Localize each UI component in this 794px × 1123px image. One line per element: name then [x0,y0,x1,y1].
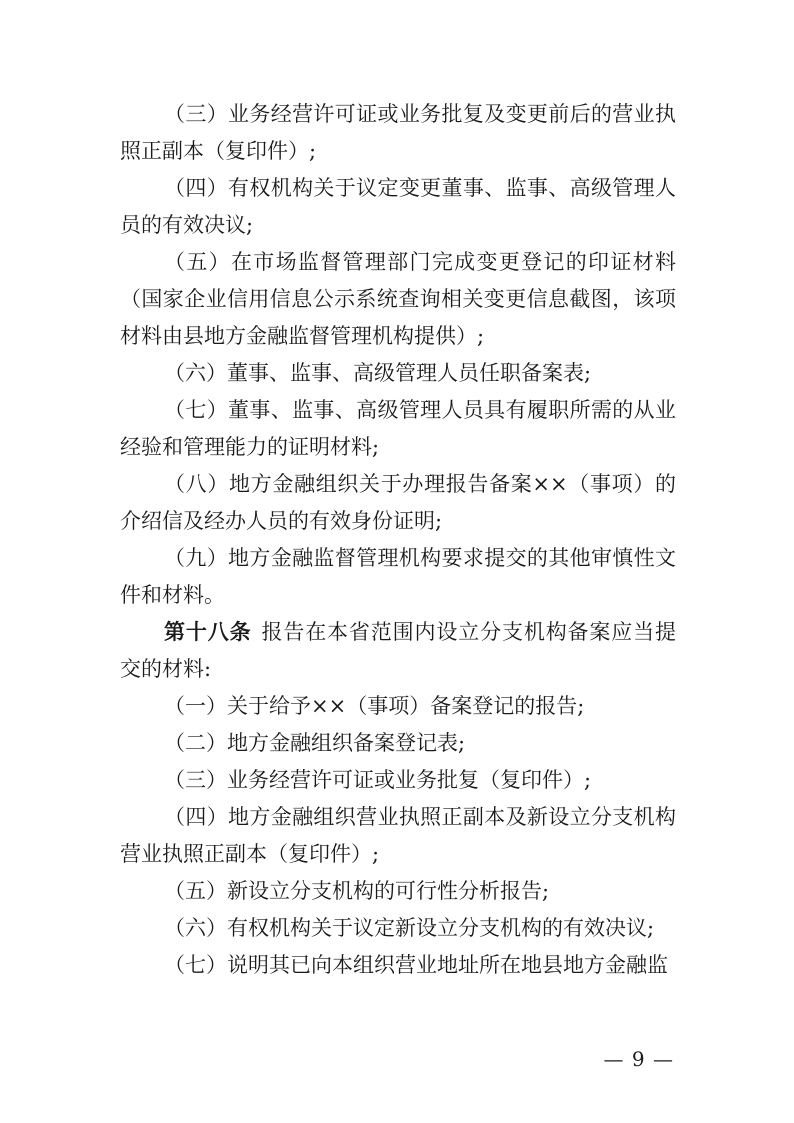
paragraph-text: （六）董事、监事、高级管理人员任职备案表; [164,361,592,385]
paragraph-text: 报告在本省范围内设立分支机构备案应当提交的材料: [120,620,677,681]
paragraph [120,392,676,466]
paragraph [120,799,676,873]
paragraph-text: （四）有权机构关于议定变更董事、监事、高级管理人员的有效决议; [120,176,676,237]
article-number: 第十八条 [164,620,252,644]
paragraph-text: （二）地方金融组织备案登记表; [164,731,466,755]
paragraph [120,910,676,947]
paragraph [120,762,676,799]
paragraph [120,244,676,355]
document-body [120,96,676,984]
paragraph-text: （三）业务经营许可证或业务批复及变更前后的营业执照正副本（复印件）; [120,102,676,163]
paragraph [120,466,676,540]
paragraph [120,170,676,244]
paragraph [120,540,676,614]
paragraph-text: （九）地方金融监督管理机构要求提交的其他审慎性文件和材料。 [120,546,676,607]
page-number: — 9 — [603,1047,674,1071]
paragraph [120,96,676,170]
paragraph-text: （一）关于给予××（事项）备案登记的报告; [164,694,585,718]
paragraph [120,947,676,984]
paragraph-text: （六）有权机构关于议定新设立分支机构的有效决议; [164,916,655,940]
paragraph-text: （五）新设立分支机构的可行性分析报告; [164,879,550,903]
paragraph-text: （七）说明其已向本组织营业地址所在地县地方金融监 [164,953,668,977]
paragraph-text: （三）业务经营许可证或业务批复（复印件）; [164,768,592,792]
paragraph-text: （五）在市场监督管理部门完成变更登记的印证材料（国家企业信用信息公示系统查询相关变更信息截图，该项材料由县地方金融监督管理机构提供）; [120,250,676,348]
paragraph-text: （八）地方金融组织关于办理报告备案××（事项）的介绍信及经办人员的有效身份证明; [120,472,676,533]
paragraph-text: （七）董事、监事、高级管理人员具有履职所需的从业经验和管理能力的证明材料; [120,398,676,459]
article-paragraph [120,614,676,688]
paragraph [120,355,676,392]
paragraph-text: （四）地方金融组织营业执照正副本及新设立分支机构营业执照正副本（复印件）; [120,805,676,866]
paragraph [120,688,676,725]
paragraph [120,873,676,910]
paragraph [120,725,676,762]
